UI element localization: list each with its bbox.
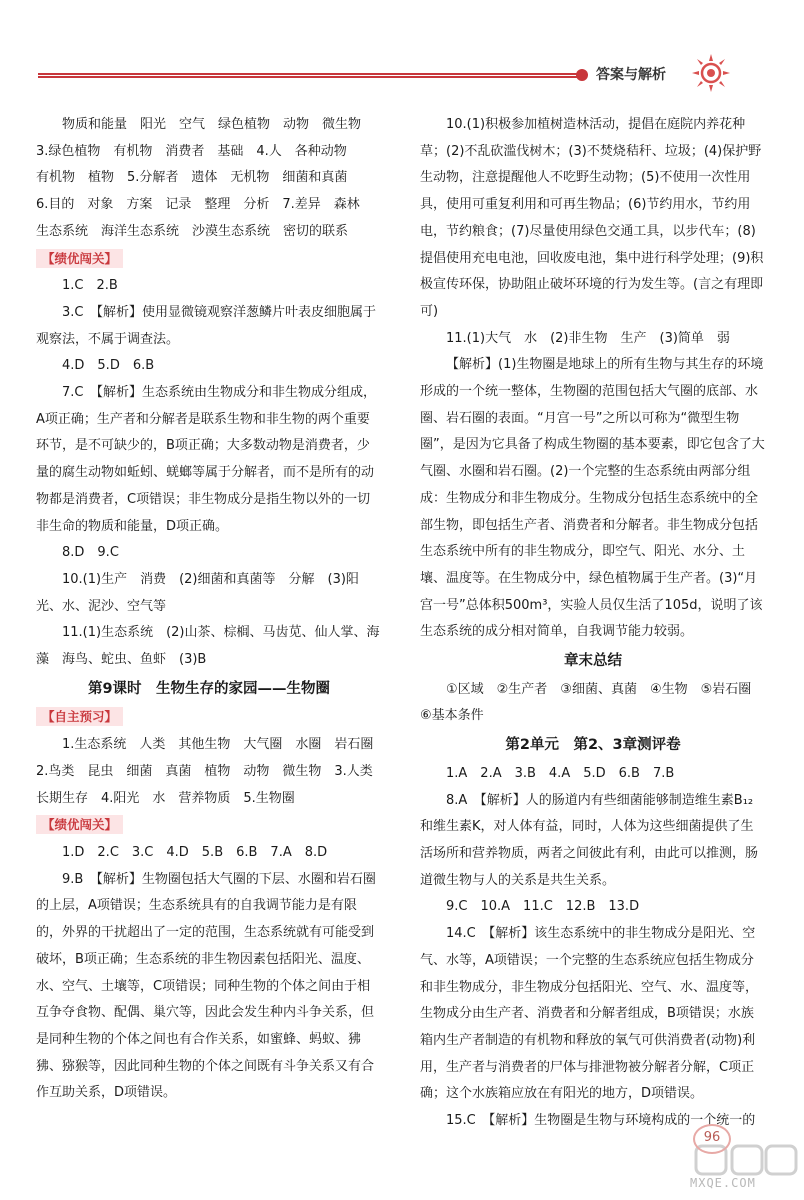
answer-paragraph: 14.C 【解析】该生态系统中的非生物成分是阳光、空气、水等，A项错误；一个完整的生态系统应包括生物成分和非生物成分，非生物成分包括阳光、空气、水、温度等，生物成分由生产者、消费者和分解者组成，B项错误；水族箱内生产者制造的有机物和释放的氧气可供消费者(动物)利用，生产者与消费者的尸体与排泄物被分解者分解，C项正确；这个水族箱应放在有阳光的地方，D项错误。 [420, 926, 759, 1102]
header-rule [38, 73, 578, 78]
section-tag: 【绩优闯关】 [36, 815, 123, 834]
answer-line: 9.C 10.A 11.C 12.B 13.D [446, 899, 640, 915]
answer-line: 生态系统 海洋生态系统 沙漠生态系统 密切的联系 [36, 223, 349, 239]
answer-paragraph: 8.A 【解析】人的肠道内有些细菌能够制造维生素B₁₂和维生素K，对人体有益，同时，人体为这些细菌提供了生活场所和营养物质，两者之间彼此有利，由此可以推测，肠道微生物与人的关系是共生关系。 [420, 792, 759, 888]
answer-line: 8.D 9.C [62, 545, 119, 561]
answer-paragraph: 10.(1)积极参加植树造林活动，提倡在庭院内养花种草；(2)不乱砍滥伐树木；(3)不焚烧秸秆、垃圾；(4)保护野生动物，注意提醒他人不吃野生动物；(5)不使用一次性用具，使用可重复利用和可再生物品；(6)节约用水，节约用电，节约粮食；(7)尽量使用绿色交通工具，以步代车；(8)提倡使用充电电池，回收废电池，集中进行科学处理；(9)积极宣传环保，协助阻止破坏环境的行为发生等。(言之有理即可) [420, 117, 764, 319]
answer-paragraph: 11.(1)生态系统 (2)山茶、棕榈、马齿苋、仙人掌、海藻 海鸟、蛇虫、鱼虾 (3)B [36, 625, 380, 668]
left-column [36, 112, 387, 1107]
answer-paragraph: ①区域 ②生产者 ③细菌、真菌 ④生物 ⑤岩石圈 ⑥基本条件 [420, 681, 765, 724]
answer-line: 3.绿色植物 有机物 消费者 基础 4.人 各种动物 [36, 143, 347, 159]
test-title: 第2单元 第2、3章测评卷 [505, 737, 681, 754]
answer-paragraph: 3.C 【解析】使用显微镜观察洋葱鳞片叶表皮细胞属于观察法，不属于调查法。 [36, 304, 376, 347]
answer-paragraph: 10.(1)生产 消费 (2)细菌和真菌等 分解 (3)阳光、水、泥沙、空气等 [36, 571, 359, 614]
answer-line: 1.D 2.C 3.C 4.D 5.B 6.B 7.A 8.D [62, 844, 328, 860]
answer-line: 1.C 2.B [62, 278, 118, 294]
lesson-title: 第9课时 生物生存的家园——生物圈 [87, 680, 331, 697]
section-tag: 【绩优闯关】 [36, 249, 123, 268]
header-dot [576, 69, 588, 81]
answer-line: 6.目的 对象 方案 记录 整理 分析 7.差异 森林 [36, 197, 360, 213]
answer-line: 1.A 2.A 3.B 4.A 5.D 6.B 7.B [446, 765, 675, 781]
answer-line: 4.D 5.D 6.B [62, 358, 155, 374]
chapter-summary-title: 章末总结 [564, 653, 622, 670]
answer-paragraph: 1.生态系统 人类 其他生物 大气圈 水圈 岩石圈 2.鸟类 昆虫 细菌 真菌 植物 动物 微生物 3.人类长期生存 4.阳光 水 营养物质 5.生物圈 [36, 737, 387, 806]
answer-line: 物质和能量 阳光 空气 绿色植物 动物 微生物 [62, 117, 362, 132]
right-column [420, 112, 766, 1135]
page-number: 96 [693, 1124, 731, 1154]
header-title: 答案与解析 [596, 67, 666, 83]
answer-line: 有机物 植物 5.分解者 遗体 无机物 细菌和真菌 [36, 170, 348, 186]
sun-logo-icon [690, 52, 732, 94]
answer-line: 15.C 【解析】生物圈是生物与环境构成的一个统一的 [446, 1113, 756, 1129]
section-tag: 【自主预习】 [36, 707, 123, 726]
answer-paragraph: 9.B 【解析】生物圈包括大气圈的下层、水圈和岩石圈的上层，A项错误；生态系统具有的自我调节能力是有限的，外界的干扰超出了一定的范围，生态系统就有可能受到破坏，B项正确；生态系统的非生物因素包括阳光、温度、水、空气、土壤等，C项错误；同种生物的个体之间由于相互争夺食物、配偶、巢穴等，因此会发生种内斗争关系，但是同种生物的个体之间也有合作关系，如蜜蜂、蚂蚁、狒狒、猕猴等，因此同种生物的个体之间既有斗争关系又有合作互助关系，D项错误。 [36, 871, 376, 1101]
answer-line: 11.(1)大气 水 (2)非生物 生产 (3)简单 弱 [446, 330, 730, 346]
watermark-text: MXQE.COM [690, 1176, 756, 1190]
answer-paragraph: 7.C 【解析】生态系统由生物成分和非生物成分组成，A项正确；生产者和分解者是联系生物和非生物的两个重要环节，是不可缺少的，B项正确；大多数动物是消费者，少量的腐生动物如蚯蚓、蜣螂等属于分解者，而不是所有的动物都是消费者，C项错误；非生物成分是指生物以外的一切非生命的物质和能量，D项正确。 [36, 385, 376, 534]
answer-paragraph: 【解析】(1)生物圈是地球上的所有生物与其生存的环境形成的一个统一整体，生物圈的范围包括大气圈的底部、水圈、岩石圈的表面。“月宫一号”之所以可称为“微型生物圈”，是因为它具备了构成生物圈的基本要素，即它包含了大气圈、水圈和岩石圈。(2)一个完整的生态系统由两部分组成：生物成分和非生物成分。生物成分包括生态系统中的全部生物，即包括生产者、消费者和分解者。非生物成分包括生态系统中所有的非生物成分，即空气、阳光、水分、土壤、温度等。在生物成分中，绿色植物属于生产者。(3)“月宫一号”总体积500m³，实验人员仅生活了105d，说明了该生态系统的成分相对简单，自我调节能力较弱。 [420, 357, 765, 640]
